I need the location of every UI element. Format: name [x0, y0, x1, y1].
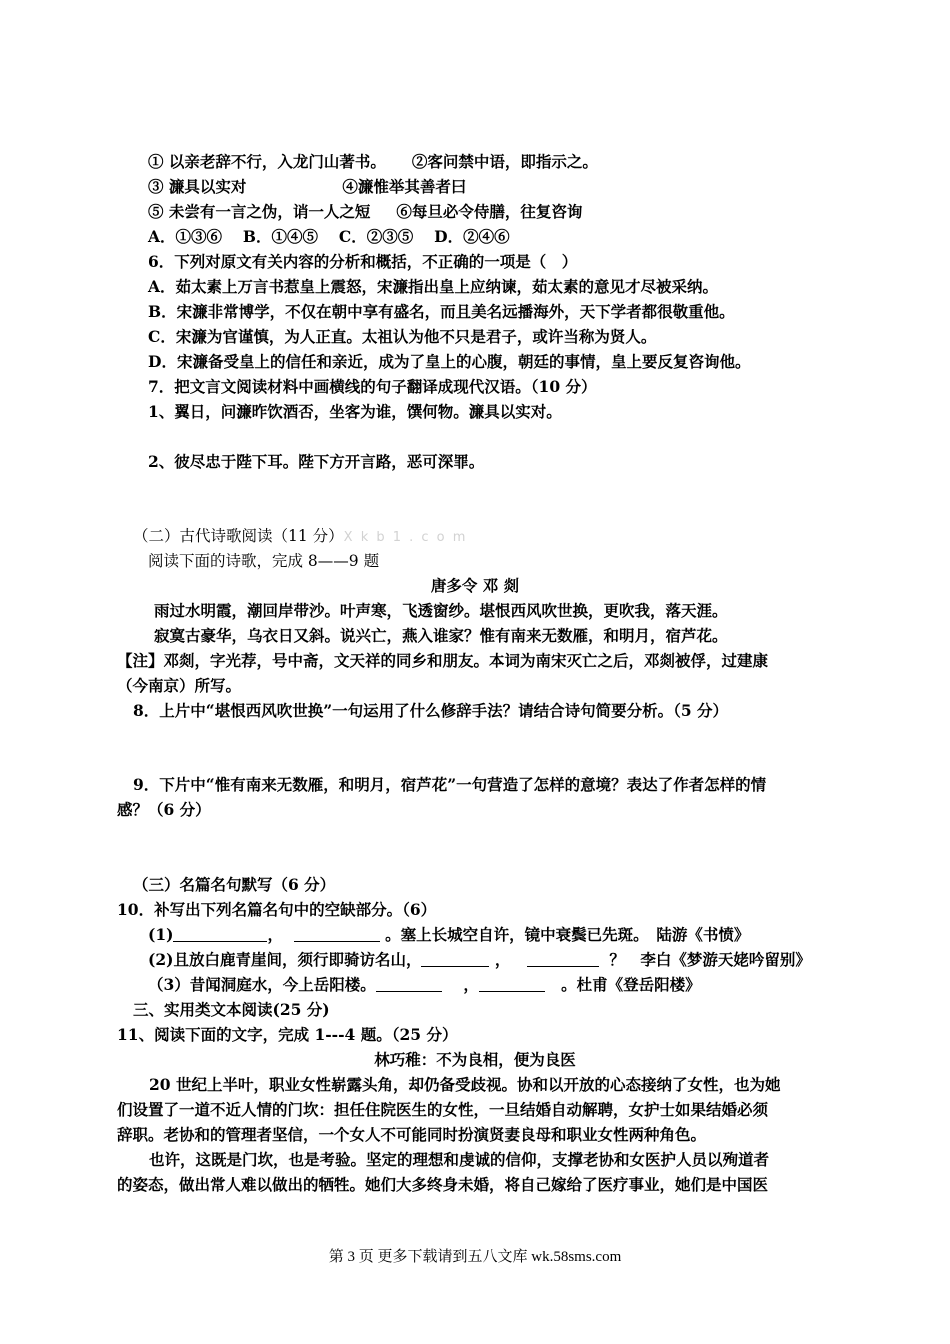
q6-option-c: C．宋濂为官谨慎，为人正直。太祖认为他不只是君子，或许当称为贤人。 — [148, 327, 657, 346]
q11-stem: 11、阅读下面的文字，完成 1---4 题。（25 分） — [117, 1025, 458, 1044]
option-3: ③ 濂具以实对 — [148, 177, 247, 196]
poem-note-line-2: （今南京）所写。 — [117, 676, 242, 695]
article-para-2-line-1: 也许，这既是门坎，也是考验。坚定的理想和虔诚的信仰，支撑老协和女医护人员以殉道者 — [149, 1150, 770, 1169]
q10-line-3-source: 。杜甫《登岳阳楼》 — [561, 975, 701, 994]
q7-sentence-1: 1、翼日，问濂昨饮酒否，坐客为谁，馔何物。濂具以实对。 — [148, 402, 562, 421]
page-footer: 第 3 页 更多下载请到五八文库 wk.58sms.com — [328, 1249, 622, 1265]
option-2: ②客问禁中语，即指示之。 — [411, 152, 598, 171]
poem-line-1: 雨过水明霞，潮回岸带沙。叶声寒，飞透窗纱。堪恨西风吹世换，更吹我，落天涯。 — [154, 601, 728, 620]
option-line-2 — [148, 177, 466, 197]
q10-line-2-text: (2)且放白鹿青崖间，须行即骑访名山， — [148, 950, 422, 969]
q10-line-1 — [148, 925, 749, 945]
q5-choices: A．①③⑥ B．①④⑤ C．②③⑤ D．②④⑥ — [148, 227, 510, 246]
q10-stem: 10．补写出下列名篇名句中的空缺部分。（6） — [117, 900, 437, 919]
option-4: ④濂惟举其善者曰 — [342, 177, 467, 196]
q10-line-1-label: (1) — [148, 925, 174, 944]
q10-line-2 — [148, 950, 811, 970]
article-para-1-line-2: 们设置了一道不近人情的门坎：担任住院医生的女性，一旦结婚自动解聘，女护士如果结婚必须 — [117, 1100, 769, 1119]
famous-section-title: （三）名篇名句默写（6 分） — [133, 875, 336, 894]
option-line-1 — [148, 152, 598, 172]
q7-sentence-2: 2、彼尽忠于陛下耳。陛下方开言路，恶可深罪。 — [148, 452, 485, 471]
answer-blank[interactable] — [376, 975, 442, 992]
q9-stem-line-2: 感？（6 分） — [117, 800, 211, 819]
q10-line-1-text: 。塞上长城空自许，镜中衰鬓已先斑。 陆游《书愤》 — [385, 925, 750, 944]
article-para-1-line-3: 辞职。老协和的管理者坚信，一个女人不可能同时扮演贤妻良母和职业女性两种角色。 — [117, 1125, 707, 1144]
option-5: ⑤ 未尝有一言之伪，诮一人之短 — [148, 202, 371, 221]
q10-line-1-comma: ， — [267, 925, 283, 944]
q9-stem-line-1: 9．下片中“惟有南来无数雁，和明月，宿芦花”一句营造了怎样的意境？表达了作者怎样的情 — [133, 775, 767, 794]
q6-option-b: B．宋濂非常博学，不仅在朝中享有盛名，而且美名远播海外，天下学者都很敬重他。 — [148, 302, 735, 321]
q8-stem: 8．上片中“堪恨西风吹世换”一句运用了什么修辞手法？请结合诗句简要分析。（5 分） — [133, 701, 729, 720]
answer-blank[interactable] — [527, 950, 599, 967]
poem-note-line-1: 【注】邓剡，字光荐，号中斋，文天祥的同乡和朋友。本词为南宋灭亡之后，邓剡被俘，过建康 — [117, 651, 769, 670]
watermark-text: X k b 1 . c o m — [343, 530, 468, 545]
answer-blank[interactable] — [173, 925, 267, 942]
article-para-2-line-2: 的姿态，做出常人难以做出的牺牲。她们大多终身未婚，将自己嫁给了医疗事业，她们是中国医 — [117, 1175, 769, 1194]
q6-option-a: A．茹太素上万言书惹皇上震怒，宋濂指出皇上应纳谏，茹太素的意见才尽被采纳。 — [148, 277, 719, 296]
answer-blank[interactable] — [294, 925, 380, 942]
poetry-section-title: （二）古代诗歌阅读（11 分） — [133, 527, 344, 545]
article-para-1-line-1: 20 世纪上半叶，职业女性崭露头角，却仍备受歧视。协和以开放的心态接纳了女性，也为她 — [149, 1075, 781, 1094]
option-6: ⑥每旦必令侍膳，往复咨询 — [396, 202, 583, 221]
poetry-section-heading — [133, 526, 467, 548]
q6-stem: 6．下列对原文有关内容的分析和概括，不正确的一项是（ ） — [148, 252, 578, 271]
answer-blank[interactable] — [421, 950, 489, 967]
article-title: 林巧稚：不为良相，便为良医 — [374, 1050, 576, 1069]
answer-blank[interactable] — [479, 975, 545, 992]
q10-line-3-comma: ， — [463, 975, 479, 994]
option-1: ① 以亲老辞不行，入龙门山著书。 — [148, 152, 386, 171]
q10-line-2-source: ？ 李白《梦游天姥吟留别》 — [609, 950, 811, 969]
q10-line-3-text: （3）昔闻洞庭水，今上岳阳楼。 — [148, 975, 376, 994]
q6-option-d: D．宋濂备受皇上的信任和亲近，成为了皇上的心腹，朝廷的事情，皇上要反复咨询他。 — [148, 352, 751, 371]
q10-line-2-comma: ， — [494, 950, 511, 969]
practical-section-title: 三、实用类文本阅读(25 分) — [133, 1000, 330, 1019]
poem-line-2: 寂寞古豪华，乌衣日又斜。说兴亡，燕入谁家？惟有南来无数雁，和明月，宿芦花。 — [154, 626, 728, 645]
q10-line-3 — [148, 975, 701, 995]
poetry-intro: 阅读下面的诗歌，完成 8——9 题 — [148, 552, 380, 570]
option-line-3 — [148, 202, 582, 222]
q7-stem: 7．把文言文阅读材料中画横线的句子翻译成现代汉语。（10 分） — [148, 377, 597, 396]
poem-title: 唐多令 邓 剡 — [430, 576, 520, 595]
